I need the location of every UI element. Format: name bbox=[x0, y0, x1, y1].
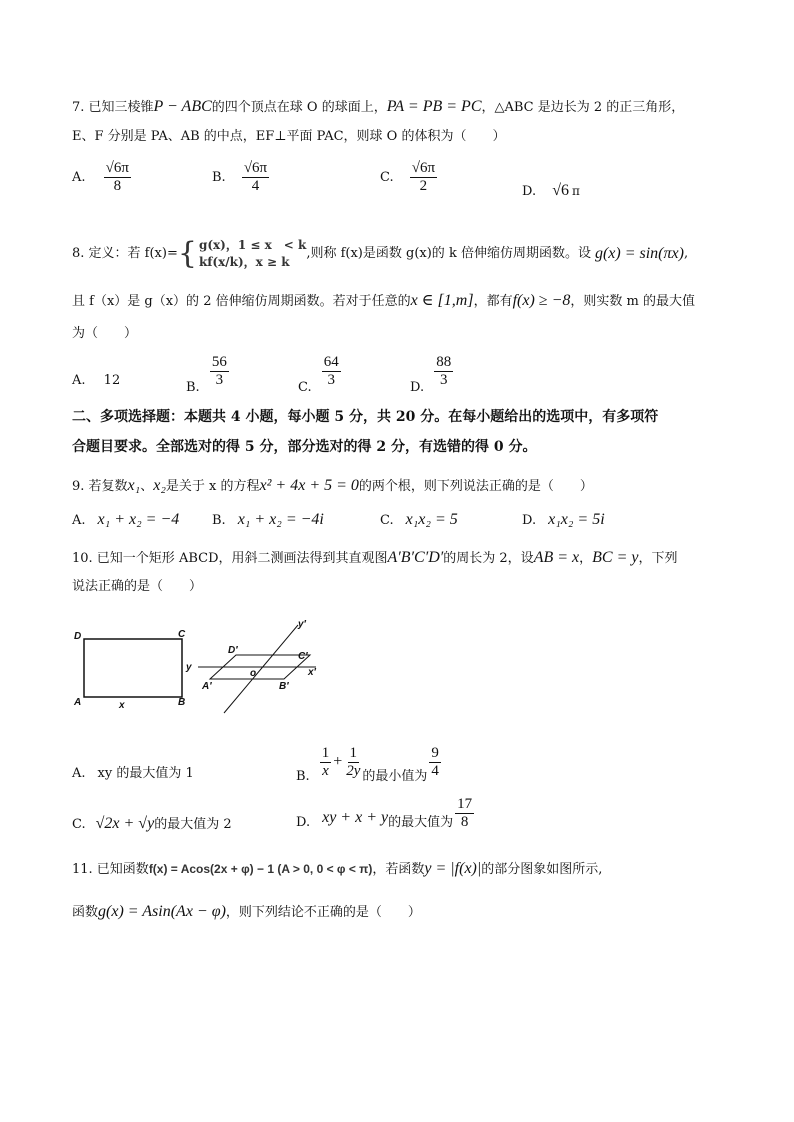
numerator: 56 bbox=[211, 354, 227, 370]
q7-line1 bbox=[72, 98, 684, 117]
numerator: √6π bbox=[105, 160, 129, 176]
q11-text: 函数 bbox=[72, 905, 99, 920]
q9-text: 、 bbox=[140, 479, 154, 494]
q8-option-b bbox=[186, 354, 229, 397]
q10-text: 的周长为 2，设 bbox=[443, 551, 534, 566]
q8-text: , bbox=[683, 246, 689, 261]
q10-line1 bbox=[72, 549, 678, 568]
label-x: x bbox=[119, 700, 125, 711]
q11-text: 11. 已知函数 bbox=[72, 862, 149, 877]
q11-fdef: f(x) = Acos(2x + φ) − 1 (A > 0, 0 < φ < π) bbox=[148, 862, 373, 876]
fraction bbox=[434, 354, 453, 389]
denominator: 8 bbox=[113, 178, 122, 194]
q11-text: ，则下列结论不正确的是（ ） bbox=[225, 905, 421, 920]
q10-text: 10. 已知一个矩形 ABCD，用斜二测画法得到其直观图 bbox=[72, 551, 388, 566]
q10-ab: AB = x bbox=[533, 549, 580, 566]
rectangle-abcd bbox=[84, 639, 182, 697]
label-c-prime: C′ bbox=[298, 651, 308, 662]
brace-icon: { bbox=[177, 236, 197, 271]
q9-line1 bbox=[72, 477, 593, 496]
option-value: x₁ + x₂ = −4 bbox=[97, 511, 180, 528]
fraction bbox=[344, 745, 362, 780]
label-d: D bbox=[74, 631, 82, 642]
fraction bbox=[455, 796, 474, 831]
q9-equation: x² + 4x + 5 = 0 bbox=[259, 477, 359, 494]
option-label: A. bbox=[72, 766, 86, 781]
q8-option-d bbox=[410, 354, 453, 397]
q7-text: 7. 已知三棱锥 bbox=[72, 100, 154, 115]
y-axis bbox=[224, 625, 298, 713]
q8-gdef: g(x) = sin(πx) bbox=[594, 245, 684, 262]
numerator: √6π bbox=[243, 160, 268, 176]
option-label: B. bbox=[186, 380, 200, 395]
denominator: 8 bbox=[460, 813, 469, 830]
label-a-prime: A′ bbox=[202, 681, 212, 692]
denominator: 2y bbox=[346, 762, 361, 779]
label-x-prime: x′ bbox=[308, 667, 316, 678]
q9-text: 9. 若复数 bbox=[72, 479, 128, 494]
denominator: 4 bbox=[251, 178, 260, 194]
q10-option-d bbox=[296, 794, 474, 832]
label-a: A bbox=[74, 697, 82, 708]
q10-bc: BC = y bbox=[592, 549, 639, 566]
q10-text: ，下列 bbox=[638, 551, 678, 566]
q9-option-c bbox=[380, 511, 458, 530]
denominator: 3 bbox=[439, 372, 448, 388]
q7-option-a bbox=[72, 160, 131, 195]
q10-text: ， bbox=[579, 551, 593, 566]
q8-text: ，则实数 m 的最大值 bbox=[570, 294, 695, 309]
q11-line1 bbox=[72, 860, 602, 879]
numerator: 88 bbox=[436, 354, 452, 370]
option-label: D. bbox=[522, 513, 537, 528]
q11-gdef: g(x) = Asin(Ax − φ) bbox=[98, 903, 226, 920]
q8-option-c bbox=[298, 354, 341, 397]
q7-text: 的四个顶点在球 O 的球面上， bbox=[211, 100, 387, 115]
numerator: 17 bbox=[457, 795, 473, 812]
option-label: A. bbox=[72, 513, 86, 528]
denominator: 3 bbox=[215, 372, 224, 388]
denominator: x bbox=[322, 762, 329, 779]
fraction bbox=[410, 160, 437, 195]
label-y-prime: y′ bbox=[298, 619, 306, 630]
option-text: 的最小值为 bbox=[362, 769, 428, 784]
section2-heading-line2: 合题目要求。全部选对的得 5 分，部分选对的得 2 分，有选错的得 0 分。 bbox=[72, 439, 537, 455]
option-value-tail: π bbox=[572, 184, 580, 198]
q8-domain: x ∈ [1,m] bbox=[410, 292, 474, 309]
q10-line2: 说法正确的是（ ） bbox=[72, 579, 203, 594]
q9-option-b bbox=[212, 511, 324, 530]
q10-figure-name: A′B′C′D′ bbox=[387, 549, 444, 566]
q8-text: 且 f（x）是 g（x）的 2 倍伸缩仿周期函数。若对于任意的 bbox=[72, 294, 411, 309]
option-label: B. bbox=[212, 170, 226, 185]
q9-text: 是关于 x 的方程 bbox=[165, 479, 260, 494]
option-text: 的最大值为 2 bbox=[154, 817, 232, 832]
denominator: 3 bbox=[327, 372, 336, 388]
q10-option-c bbox=[72, 815, 232, 834]
numerator: 9 bbox=[431, 744, 439, 761]
numerator: 1 bbox=[349, 744, 358, 761]
fraction bbox=[429, 745, 441, 780]
fraction bbox=[104, 160, 131, 195]
q11-text: ，若函数 bbox=[372, 862, 425, 877]
q10-figure bbox=[64, 615, 334, 715]
option-label: B. bbox=[212, 513, 226, 528]
q7-option-b bbox=[212, 160, 269, 195]
q8-text: ，都有 bbox=[473, 294, 513, 309]
q8-case1: g(x)，1 ≤ x < k bbox=[198, 238, 307, 252]
q7-option-c bbox=[380, 160, 437, 195]
q10-option-a bbox=[72, 765, 194, 783]
q11-abs-function: y = |f(x)| bbox=[424, 860, 482, 877]
option-value: √6 bbox=[552, 182, 570, 199]
option-value: x₁ + x₂ = −4i bbox=[237, 511, 324, 528]
option-label: D. bbox=[522, 184, 537, 199]
q8-piecewise bbox=[178, 237, 306, 271]
option-label: C. bbox=[72, 817, 86, 832]
label-b-prime: B′ bbox=[279, 681, 289, 692]
q9-text: 的两个根，则下列说法正确的是（ ） bbox=[358, 479, 593, 494]
option-label: C. bbox=[380, 170, 394, 185]
option-text: 的最大值为 bbox=[388, 815, 454, 830]
fraction bbox=[210, 354, 229, 389]
option-label: D. bbox=[296, 815, 311, 830]
q9-x2: x₂ bbox=[153, 477, 166, 494]
label-b: B bbox=[178, 697, 186, 708]
option-label: C. bbox=[380, 513, 394, 528]
q8-option-a bbox=[72, 372, 120, 390]
q7-line2: E、F 分别是 PA、AB 的中点，EF⊥平面 PAC，则球 O 的体积为（ ） bbox=[72, 129, 506, 144]
option-label: B. bbox=[296, 769, 310, 784]
option-label: A. bbox=[72, 373, 86, 388]
option-value: x₁x₂ = 5 bbox=[405, 511, 458, 528]
fraction bbox=[322, 354, 341, 389]
q8-case2: kf(x/k)，x ≥ k bbox=[198, 255, 290, 269]
label-c: C bbox=[178, 629, 186, 640]
q9-x1: x₁ bbox=[127, 477, 141, 494]
q7-pyramid: P − ABC bbox=[153, 98, 212, 115]
q8-inequality: f(x) ≥ −8 bbox=[512, 292, 571, 309]
q11-text: 的部分图象如图所示, bbox=[481, 862, 603, 877]
q8-line2 bbox=[72, 292, 695, 311]
label-y: y bbox=[186, 662, 192, 673]
q7-equation: PA = PB = PC bbox=[386, 98, 482, 115]
q8-line1 bbox=[72, 234, 688, 274]
option-expression: √2x + √y bbox=[95, 815, 155, 832]
q8-text: 8. 定义：若 f(x)= bbox=[72, 246, 178, 261]
option-value: x₁x₂ = 5i bbox=[548, 511, 605, 528]
q7-text: ，△ABC 是边长为 2 的正三角形， bbox=[481, 100, 685, 115]
option-value: 12 bbox=[103, 373, 121, 388]
denominator: 2 bbox=[419, 178, 428, 194]
numerator: 1 bbox=[321, 744, 330, 761]
option-label: A. bbox=[72, 170, 86, 185]
numerator: 64 bbox=[323, 354, 339, 370]
q11-line2 bbox=[72, 903, 421, 922]
option-expression: xy + x + y bbox=[322, 809, 389, 826]
q7-option-d bbox=[522, 182, 580, 201]
denominator: 4 bbox=[431, 762, 439, 779]
q10-option-b bbox=[296, 738, 441, 786]
fraction bbox=[320, 745, 332, 780]
q8-text: ,则称 f(x)是函数 g(x)的 k 倍伸缩仿周期函数。设 bbox=[306, 246, 591, 261]
option-label: C. bbox=[298, 380, 312, 395]
plus-sign: + bbox=[333, 753, 343, 770]
label-d-prime: D′ bbox=[228, 645, 238, 656]
label-o: o bbox=[250, 668, 257, 679]
option-label: D. bbox=[410, 380, 425, 395]
option-value: xy 的最大值为 1 bbox=[97, 766, 194, 781]
numerator: √6π bbox=[411, 160, 436, 176]
fraction bbox=[242, 160, 269, 195]
q8-line3: 为（ ） bbox=[72, 326, 138, 341]
section2-heading-line1: 二、多项选择题：本题共 4 小题，每小题 5 分，共 20 分。在每小题给出的选项中，有多项符 bbox=[72, 409, 659, 425]
q9-option-a bbox=[72, 511, 179, 530]
q9-option-d bbox=[522, 511, 605, 530]
